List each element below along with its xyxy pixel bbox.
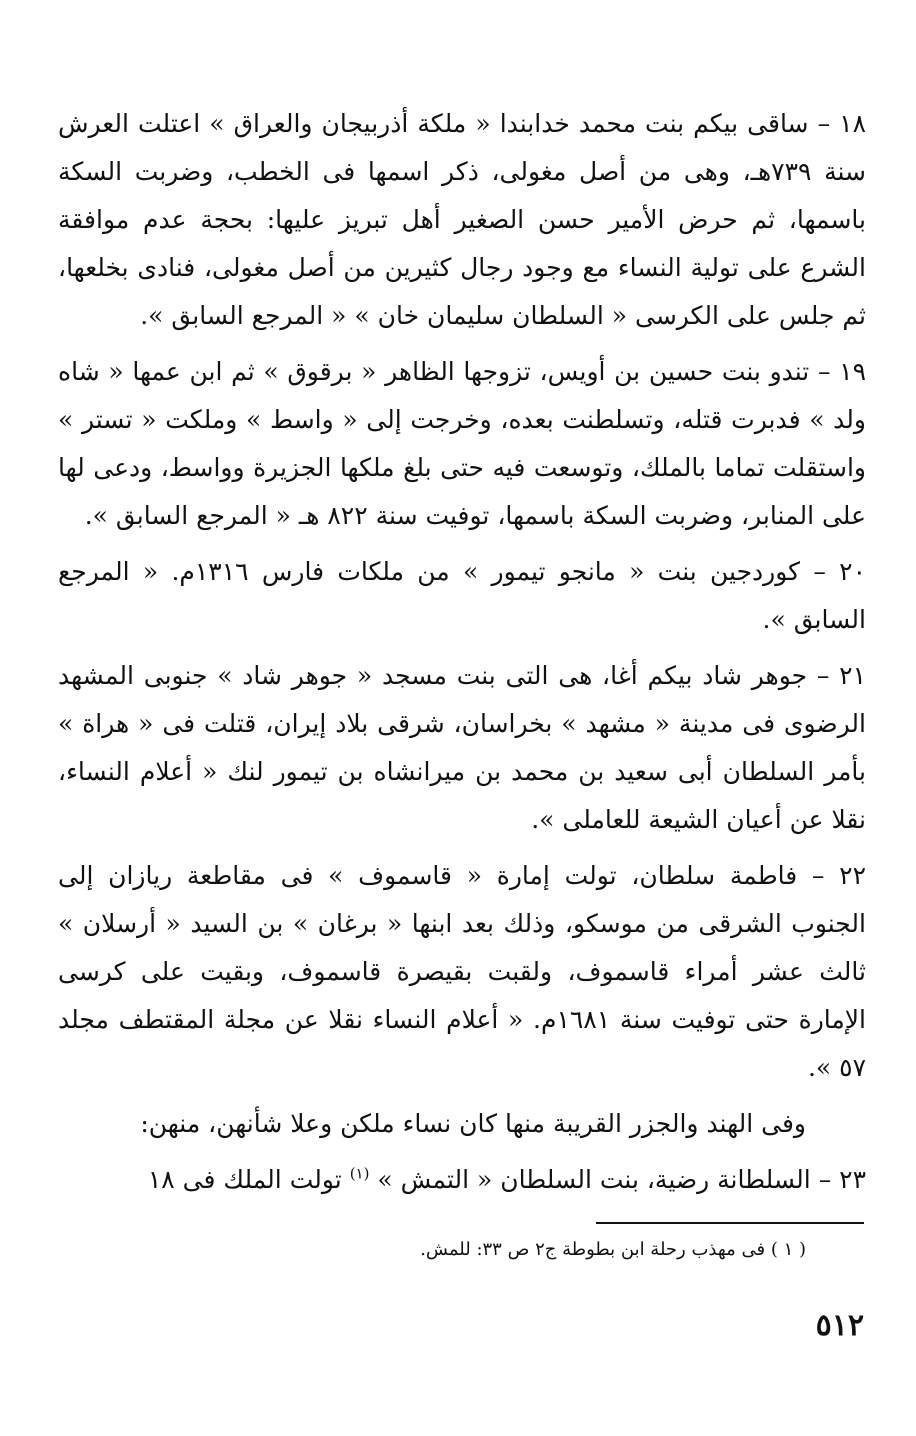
- footnote-divider: [596, 1222, 864, 1224]
- main-text: [58, 100, 866, 1204]
- entry-22: ٢٢ – فاطمة سلطان، تولت إمارة « قاسموف » فى مقاطعة ريازان إلى الجنوب الشرقى من موسكو، وذلك بعد ابنها « برغان » بن السيد « أرسلان » ثالث عشر أمراء قاسموف، ولقبت بقيصرة قاسموف، وبقيت على كرسى الإمارة حتى توفيت سنة ١٦٨١م. « أعلام النساء نقلا عن مجلة المقتطف مجلد ٥٧ ».: [58, 861, 866, 1082]
- entry-21: ٢١ – جوهر شاد بيكم أغا، هى التى بنت مسجد « جوهر شاد » جنوبى المشهد الرضوى فى مدينة « مشهد » بخراسان، شرقى بلاد إيران، قتلت فى « هراة » بأمر السلطان أبى سعيد بن محمد بن ميرانشاه بن تيمور لنك « أعلام النساء، نقلا عن أعيان الشيعة للعاملى ».: [58, 661, 866, 834]
- page-number: ٥١٢: [815, 1308, 864, 1343]
- entry-18: ١٨ – ساقى بيكم بنت محمد خدابندا « ملكة أذربيجان والعراق » اعتلت العرش سنة ٧٣٩هـ، وهى من أصل مغولى، ذكر اسمها فى الخطب، وضربت السكة باسمها، ثم حرض الأمير حسن الصغير أهل تبريز عليها: بحجة عدم موافقة الشرع على تولية النساء مع وجود رجال كثيرين من أصل مغولى، فنادى بخلعها، ثم جلس على الكرسى « السلطان سليمان خان » « المرجع السابق ».: [58, 109, 866, 330]
- entry-23: [58, 1156, 866, 1204]
- entry-23-text-start: ٢٣ – السلطانة رضية، بنت السلطان « التمش »: [369, 1165, 866, 1194]
- entry-23-text-end: تولت الملك فى ١٨: [147, 1165, 350, 1194]
- footnote: ( ١ ) فى مهذب رحلة ابن بطوطة ج٢ ص ٣٣: للمش.: [420, 1239, 806, 1260]
- entry-20: ٢٠ – كوردجين بنت « مانجو تيمور » من ملكات فارس ١٣١٦م. « المرجع السابق ».: [58, 557, 866, 634]
- intro-paragraph: وفى الهند والجزر القريبة منها كان نساء ملكن وعلا شأنهن، منهن:: [140, 1109, 806, 1138]
- footnote-reference: (١): [349, 1164, 370, 1183]
- entry-19: ١٩ – تندو بنت حسين بن أويس، تزوجها الظاهر « برقوق » ثم ابن عمها « شاه ولد » فدبرت قتله، وتسلطنت بعده، وخرجت إلى « واسط » وملكت « تستر » واستقلت تماما بالملك، وتوسعت فيه حتى بلغ ملكها الجزيرة وواسط، ودعى لها على المنابر، وضربت السكة باسمها، توفيت سنة ٨٢٢ هـ « المرجع السابق ».: [58, 357, 866, 530]
